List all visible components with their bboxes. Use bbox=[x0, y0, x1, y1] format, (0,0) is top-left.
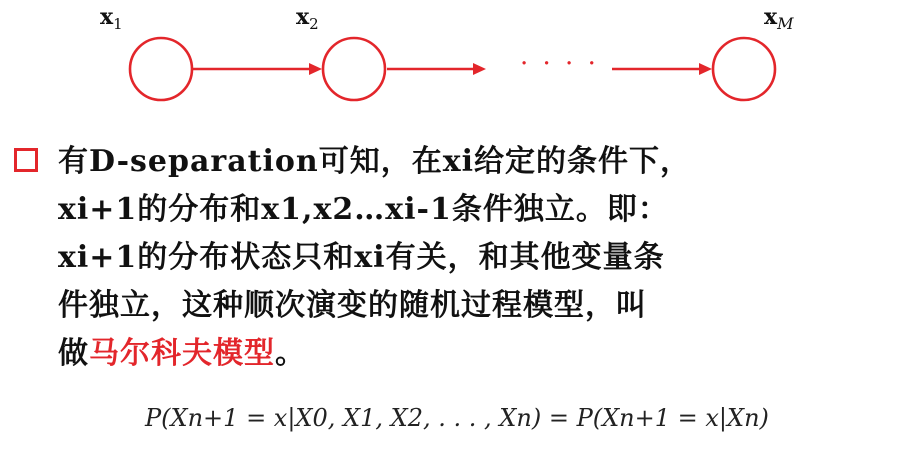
text-line-5 bbox=[58, 330, 888, 378]
node-x2 bbox=[323, 38, 385, 100]
node-label-x1: $x_1$ bbox=[100, 4, 123, 33]
ellipsis: · · · · bbox=[520, 49, 599, 79]
line5-prefix: 做 bbox=[58, 336, 89, 371]
text-line-1: 有D-separation可知，在xi给定的条件下， bbox=[58, 144, 692, 179]
bullet-square-icon bbox=[14, 148, 38, 172]
text-line-4: 件独立，这种顺次演变的随机过程模型，叫 bbox=[58, 288, 647, 323]
arrow-head-x2-dots bbox=[473, 63, 486, 75]
markov-property-formula bbox=[145, 404, 769, 444]
node-xM bbox=[713, 38, 775, 100]
text-line-3: xi+1的分布状态只和xi有关，和其他变量条 bbox=[58, 240, 665, 275]
text-line-2: xi+1的分布和x1,x2…xi-1条件独立。即： bbox=[58, 192, 669, 227]
arrow-head-dots-xM bbox=[699, 63, 712, 75]
description-paragraph bbox=[58, 138, 888, 378]
line5-suffix: 。 bbox=[275, 336, 306, 371]
markov-chain-diagram bbox=[0, 0, 907, 130]
markov-model-highlight: 马尔科夫模型 bbox=[89, 336, 275, 371]
node-label-x2: $x_2$ bbox=[296, 4, 319, 33]
node-x1 bbox=[130, 38, 192, 100]
arrow-head-x1-x2 bbox=[309, 63, 322, 75]
formula-expression: P(Xn+1 = x|X0, X1, X2, . . . , Xn) = P(Xn+1 = x|Xn) bbox=[145, 404, 769, 432]
node-label-xM: $x_M$ bbox=[764, 4, 794, 33]
